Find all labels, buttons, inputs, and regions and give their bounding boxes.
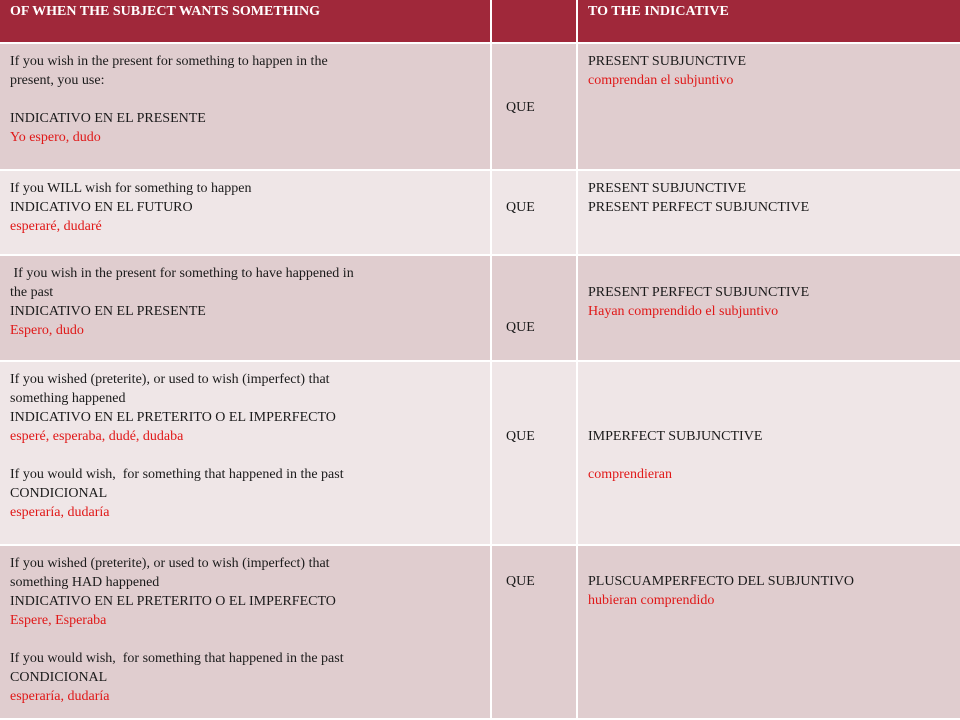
tense-label: PRESENT SUBJUNCTIVE <box>588 181 747 196</box>
row-1-right <box>578 44 960 171</box>
row-5-right <box>578 546 960 720</box>
que-label: QUE <box>506 574 535 589</box>
text-line: INDICATIVO EN EL FUTURO <box>10 200 193 215</box>
text-line: If you wished (preterite), or used to wish (imperfect) that <box>10 556 330 571</box>
text-line: If you wish in the present for something to happen in the <box>10 54 328 69</box>
text-line: something happened <box>10 391 126 406</box>
header-col-1: OF WHEN THE SUBJECT WANTS SOMETHING <box>0 0 492 44</box>
example-text: esperaría, dudaría <box>10 689 110 704</box>
spacer <box>588 446 950 465</box>
tense-label: PRESENT PERFECT SUBJUNCTIVE <box>588 285 810 300</box>
text-line: the past <box>10 285 54 300</box>
text-line: If you would wish, for something that happened in the past <box>10 651 344 666</box>
row-4-left <box>0 362 492 546</box>
row-3-que <box>492 256 578 362</box>
row-3-right <box>578 256 960 362</box>
example-text: Espero, dudo <box>10 323 84 338</box>
text-line: CONDICIONAL <box>10 670 108 685</box>
row-2-right <box>578 171 960 256</box>
example-text: Hayan comprendido el subjuntivo <box>588 304 779 319</box>
spacer <box>10 446 480 465</box>
spacer <box>10 90 480 109</box>
que-label: QUE <box>506 100 535 115</box>
text-line: INDICATIVO EN EL PRESENTE <box>10 304 206 319</box>
text-line: If you wished (preterite), or used to wish (imperfect) that <box>10 372 330 387</box>
row-5-que <box>492 546 578 720</box>
que-label: QUE <box>506 200 535 215</box>
que-label: QUE <box>506 429 535 444</box>
text-line: something HAD happened <box>10 575 160 590</box>
text-line: INDICATIVO EN EL PRESENTE <box>10 111 206 126</box>
example-text: esperaré, dudaré <box>10 219 102 234</box>
text-line: CONDICIONAL <box>10 486 108 501</box>
row-5-left <box>0 546 492 720</box>
example-text: esperé, esperaba, dudé, dudaba <box>10 429 184 444</box>
row-3-left <box>0 256 492 362</box>
row-1-left <box>0 44 492 171</box>
example-text: comprendieran <box>588 467 672 482</box>
spacer <box>10 630 480 649</box>
que-label: QUE <box>506 320 535 335</box>
text-line: present, you use: <box>10 73 105 88</box>
row-4-right <box>578 362 960 546</box>
example-text: hubieran comprendido <box>588 593 715 608</box>
tense-label: IMPERFECT SUBJUNCTIVE <box>588 429 763 444</box>
text-line: If you wish in the present for something to have happened in <box>10 266 354 281</box>
example-text: Yo espero, dudo <box>10 130 101 145</box>
example-text: comprendan el subjuntivo <box>588 73 734 88</box>
text-line: If you would wish, for something that happened in the past <box>10 467 344 482</box>
row-2-left <box>0 171 492 256</box>
tense-label: PLUSCUAMPERFECTO DEL SUBJUNTIVO <box>588 574 855 589</box>
header-col-3: TO THE INDICATIVE <box>578 0 960 44</box>
text-line: INDICATIVO EN EL PRETERITO O EL IMPERFECTO <box>10 594 336 609</box>
example-text: Espere, Esperaba <box>10 613 107 628</box>
tense-label: PRESENT PERFECT SUBJUNCTIVE <box>588 200 810 215</box>
row-4-que <box>492 362 578 546</box>
row-2-que <box>492 171 578 256</box>
text-line: INDICATIVO EN EL PRETERITO O EL IMPERFECTO <box>10 410 336 425</box>
example-text: esperaría, dudaría <box>10 505 110 520</box>
row-1-que <box>492 44 578 171</box>
tense-label: PRESENT SUBJUNCTIVE <box>588 54 747 69</box>
text-line: If you WILL wish for something to happen <box>10 181 252 196</box>
header-col-2 <box>492 0 578 44</box>
